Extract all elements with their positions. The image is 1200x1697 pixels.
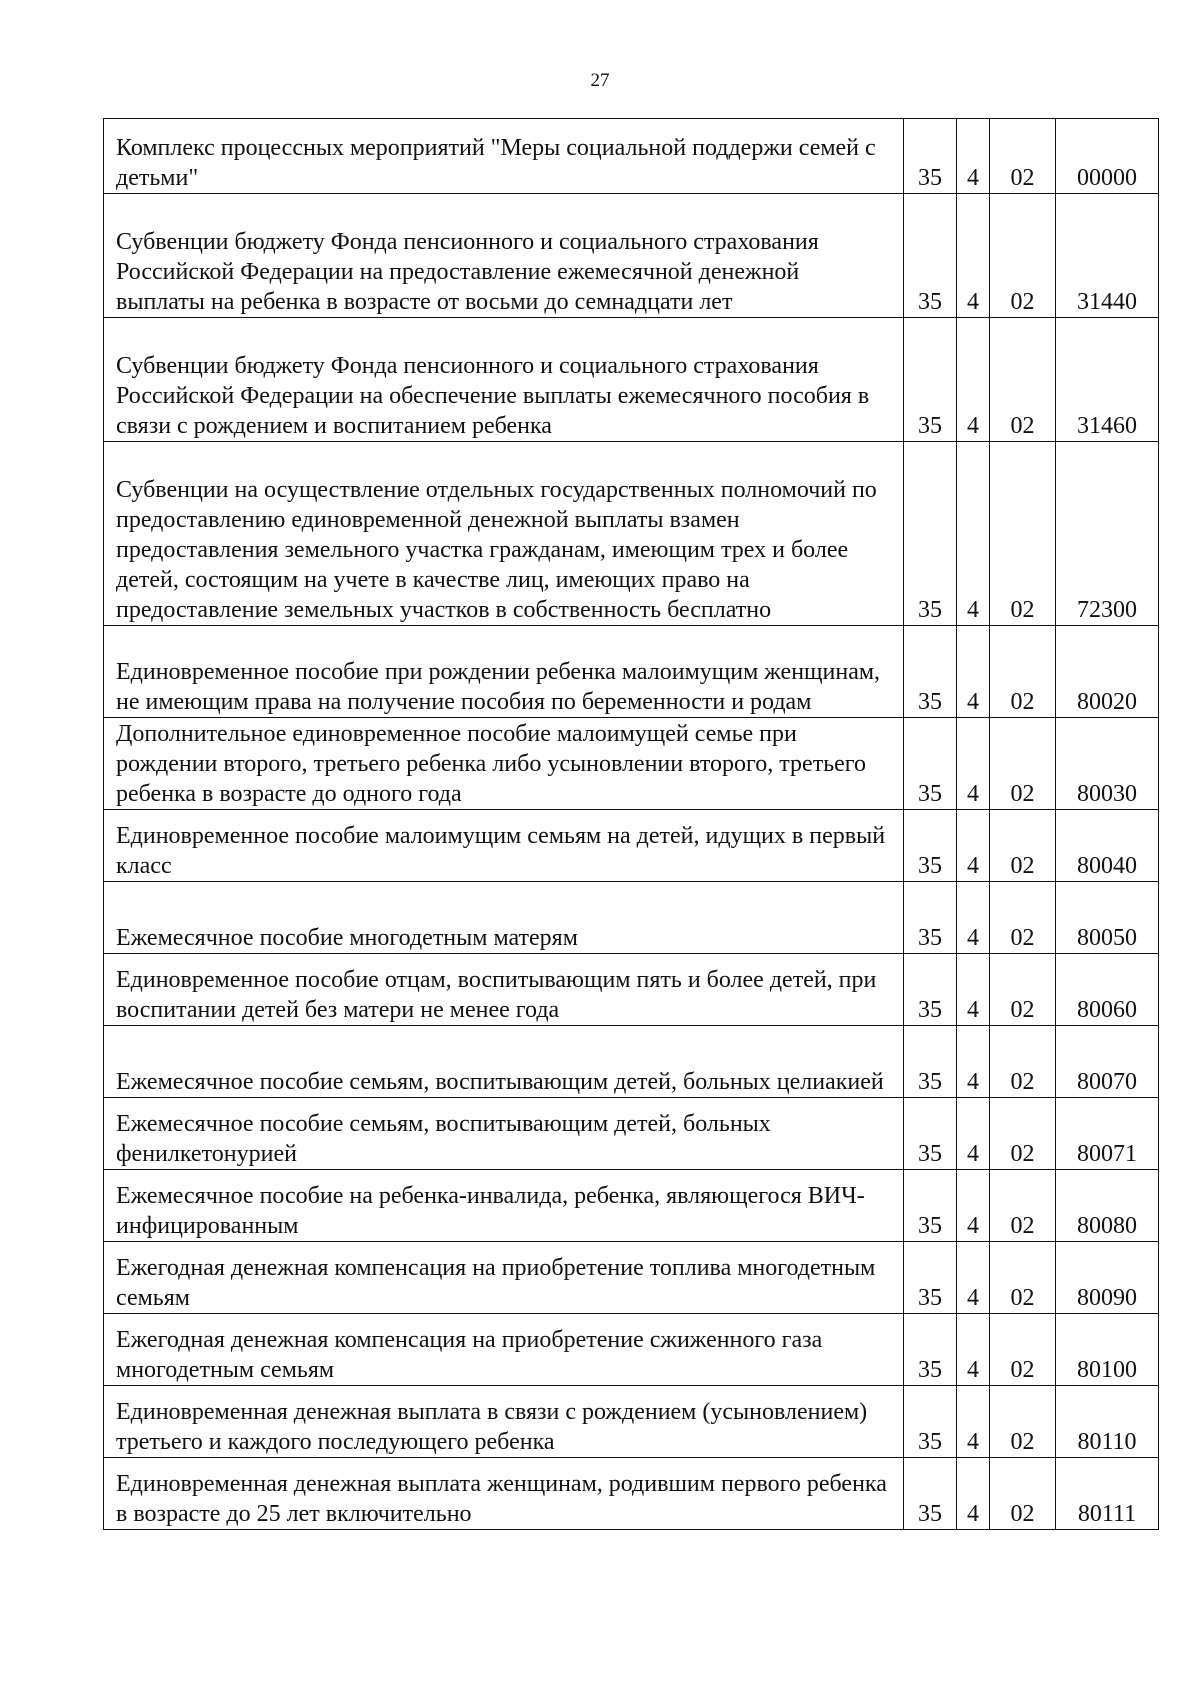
table-row [104,954,1159,1026]
row-description: Ежемесячное пособие семьям, воспитывающим детей, больных фенилкетонурией [104,1098,904,1170]
row-code-2: 4 [957,1386,990,1458]
budget-classification-table [103,118,1159,1530]
table-row [104,119,1159,194]
row-code-4: 72300 [1056,442,1159,626]
row-code-1: 35 [904,442,957,626]
table-row [104,442,1159,626]
row-code-2: 4 [957,1314,990,1386]
row-code-2: 4 [957,810,990,882]
row-code-4: 80090 [1056,1242,1159,1314]
row-code-4: 80050 [1056,882,1159,954]
row-code-2: 4 [957,318,990,442]
row-description: Ежегодная денежная компенсация на приобретение сжиженного газа многодетным семьям [104,1314,904,1386]
table-row [104,882,1159,954]
table-row [104,1314,1159,1386]
row-code-1: 35 [904,1170,957,1242]
row-code-3: 02 [990,119,1056,194]
row-code-1: 35 [904,954,957,1026]
row-code-4: 31460 [1056,318,1159,442]
row-description: Комплекс процессных мероприятий "Меры социальной поддержи семей с детьми" [104,119,904,194]
row-description: Единовременная денежная выплата женщинам, родившим первого ребенка в возрасте до 25 лет включительно [104,1458,904,1530]
row-code-2: 4 [957,1026,990,1098]
row-code-3: 02 [990,718,1056,810]
row-code-1: 35 [904,1242,957,1314]
row-code-3: 02 [990,1170,1056,1242]
row-description: Дополнительное единовременное пособие малоимущей семье при рождении второго, третьего ребенка либо усыновлении второго, третьего ребенка в возрасте до одного года [104,718,904,810]
row-description: Ежемесячное пособие многодетным матерям [104,882,904,954]
row-code-4: 00000 [1056,119,1159,194]
row-code-4: 80111 [1056,1458,1159,1530]
row-code-4: 80070 [1056,1026,1159,1098]
row-code-1: 35 [904,1386,957,1458]
row-description: Единовременное пособие отцам, воспитывающим пять и более детей, при воспитании детей без матери не менее года [104,954,904,1026]
table-row [104,194,1159,318]
row-code-3: 02 [990,1458,1056,1530]
row-description: Ежегодная денежная компенсация на приобретение топлива многодетным семьям [104,1242,904,1314]
row-code-3: 02 [990,442,1056,626]
row-code-4: 80020 [1056,626,1159,718]
row-code-3: 02 [990,882,1056,954]
table-row [104,1026,1159,1098]
row-code-3: 02 [990,1026,1056,1098]
row-code-1: 35 [904,1458,957,1530]
row-code-2: 4 [957,1098,990,1170]
row-code-3: 02 [990,1098,1056,1170]
table-row [104,1242,1159,1314]
row-code-1: 35 [904,1314,957,1386]
table-row [104,718,1159,810]
row-code-2: 4 [957,1170,990,1242]
table-row [104,1386,1159,1458]
row-description: Единовременное пособие при рождении ребенка малоимущим женщинам, не имеющим права на получение пособия по беременности и родам [104,626,904,718]
row-code-4: 31440 [1056,194,1159,318]
row-code-1: 35 [904,119,957,194]
row-code-1: 35 [904,626,957,718]
row-code-2: 4 [957,194,990,318]
table-row [104,810,1159,882]
row-code-2: 4 [957,718,990,810]
row-code-3: 02 [990,954,1056,1026]
row-description: Субвенции бюджету Фонда пенсионного и социального страхования Российской Федерации на обеспечение выплаты ежемесячного пособия в связи с рождением и воспитанием ребенка [104,318,904,442]
row-code-4: 80080 [1056,1170,1159,1242]
row-code-4: 80100 [1056,1314,1159,1386]
table-row [104,1170,1159,1242]
row-code-1: 35 [904,882,957,954]
table-row [104,626,1159,718]
row-code-3: 02 [990,810,1056,882]
table-row [104,318,1159,442]
row-code-3: 02 [990,194,1056,318]
row-code-4: 80071 [1056,1098,1159,1170]
row-code-2: 4 [957,442,990,626]
row-code-3: 02 [990,1386,1056,1458]
row-code-2: 4 [957,1458,990,1530]
row-code-2: 4 [957,882,990,954]
row-description: Субвенции на осуществление отдельных государственных полномочий по предоставлению единовременной денежной выплаты взамен предоставления земельного участка гражданам, имеющим трех и более детей, состоящим на учете в качестве лиц, имеющих право на предоставление земельных участков в собственность бесплатно [104,442,904,626]
page-number: 27 [590,70,610,91]
row-description: Ежемесячное пособие на ребенка-инвалида, ребенка, являющегося ВИЧ-инфицированным [104,1170,904,1242]
table-row [104,1098,1159,1170]
row-code-1: 35 [904,1098,957,1170]
row-code-4: 80110 [1056,1386,1159,1458]
row-code-2: 4 [957,954,990,1026]
row-code-4: 80030 [1056,718,1159,810]
row-code-4: 80060 [1056,954,1159,1026]
row-code-1: 35 [904,194,957,318]
row-description: Субвенции бюджету Фонда пенсионного и социального страхования Российской Федерации на предоставление ежемесячной денежной выплаты на ребенка в возрасте от восьми до семнадцати лет [104,194,904,318]
row-code-1: 35 [904,810,957,882]
row-description: Ежемесячное пособие семьям, воспитывающим детей, больных целиакией [104,1026,904,1098]
row-code-3: 02 [990,1314,1056,1386]
row-code-3: 02 [990,626,1056,718]
row-code-2: 4 [957,119,990,194]
row-code-4: 80040 [1056,810,1159,882]
row-code-1: 35 [904,1026,957,1098]
row-code-2: 4 [957,626,990,718]
row-description: Единовременное пособие малоимущим семьям на детей, идущих в первый класс [104,810,904,882]
row-code-1: 35 [904,718,957,810]
row-code-3: 02 [990,1242,1056,1314]
row-code-3: 02 [990,318,1056,442]
row-description: Единовременная денежная выплата в связи с рождением (усыновлением) третьего и каждого последующего ребенка [104,1386,904,1458]
row-code-2: 4 [957,1242,990,1314]
table-row [104,1458,1159,1530]
row-code-1: 35 [904,318,957,442]
